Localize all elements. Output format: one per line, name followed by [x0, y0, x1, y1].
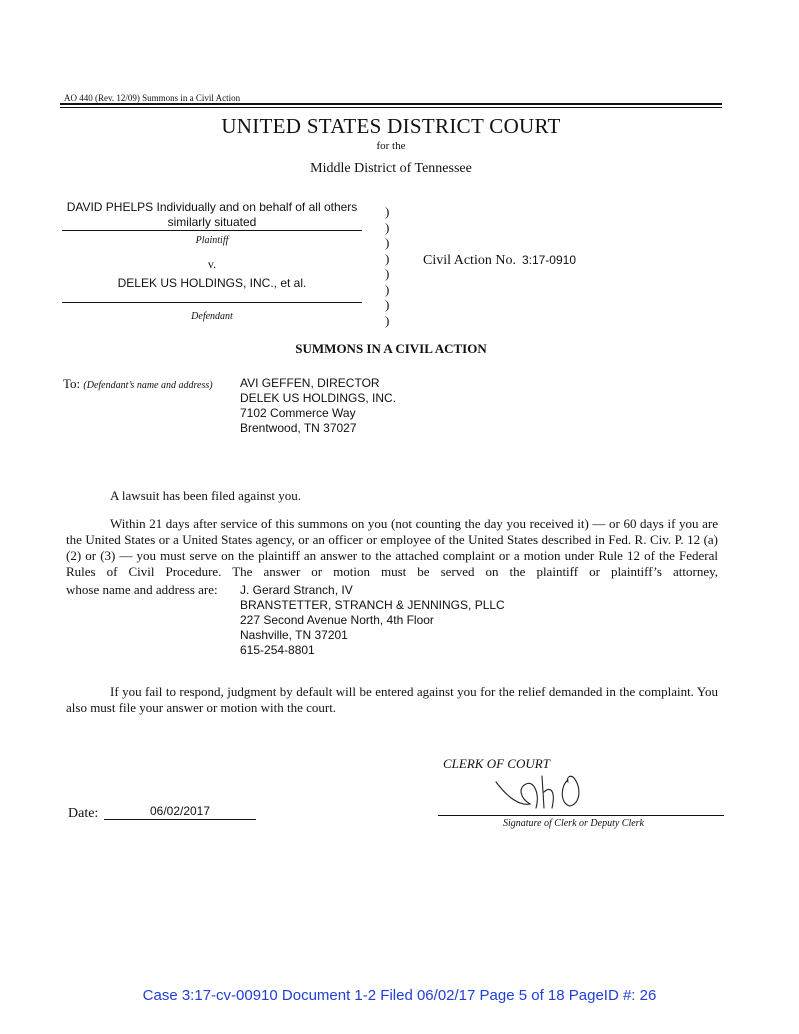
date-value: 06/02/2017: [149, 804, 211, 818]
address-line: 7102 Commerce Way: [240, 406, 356, 420]
signature-rule: [438, 815, 724, 816]
defendant-address: [240, 376, 396, 436]
attorney-address: [240, 583, 505, 658]
district-name: Middle District of Tennessee: [310, 161, 472, 176]
clerk-of-court-title: CLERK OF COURT: [443, 756, 550, 771]
attorney-line: J. Gerard Stranch, IV: [240, 583, 353, 597]
to-hint: (Defendant’s name and address): [83, 380, 213, 391]
defendant-label: Defendant: [191, 311, 233, 322]
paragraph-response-deadline: Within 21 days after service of this summons on you (not counting the day you received it) — or 60 days if you are the United States or a United States agency, or an officer or employee of the United States described in Fed. R. Civ. P. 12 (a)(2) or (3) — you must serve on the plaintiff an answer to the attached complaint or a motion under Rule 12 of the Federal Rules of Civil Procedure. The answer or motion must be served on the plaintiff or plaintiff’s attorney,: [66, 516, 718, 579]
date-rule: [104, 819, 256, 820]
header-rule-thick: [60, 103, 722, 105]
address-line: Brentwood, TN 37027: [240, 421, 357, 435]
signature-caption: Signature of Clerk or Deputy Clerk: [503, 818, 644, 829]
document-heading: SUMMONS IN A CIVIL ACTION: [295, 341, 487, 356]
plaintiff-name: DAVID PHELPS Individually and on behalf of all others similarly situated: [66, 200, 358, 229]
plaintiff-label: Plaintiff: [195, 235, 229, 246]
clerk-signature-icon: [490, 768, 600, 816]
attorney-intro: whose name and address are:: [66, 582, 218, 597]
form-identifier: AO 440 (Rev. 12/09) Summons in a Civil Action: [64, 93, 241, 103]
civil-action-number: 3:17-0910: [521, 253, 576, 267]
attorney-line: 227 Second Avenue North, 4th Floor: [240, 613, 434, 627]
attorney-line: 615-254-8801: [240, 643, 315, 657]
case-filing-stamp: Case 3:17-cv-00910 Document 1-2 Filed 06/02/17 Page 5 of 18 PageID #: 26: [142, 987, 657, 1004]
for-the-text: for the: [376, 140, 406, 152]
attorney-line: Nashville, TN 37201: [240, 628, 348, 642]
header-rule-thin: [60, 107, 722, 108]
caption-parentheses: ) ) ) ) ) ) ) ): [385, 204, 390, 328]
address-line: AVI GEFFEN, DIRECTOR: [240, 376, 380, 390]
address-line: DELEK US HOLDINGS, INC.: [240, 391, 397, 405]
paragraph-default-warning: If you fail to respond, judgment by default will be entered against you for the relief demanded in the complaint. You also must file your answer or motion with the court.: [66, 684, 718, 715]
to-label: To: (Defendant’s name and address): [63, 376, 213, 391]
defendant-rule: [62, 302, 362, 303]
defendant-name: DELEK US HOLDINGS, INC., et al.: [117, 276, 307, 290]
date-label: Date:: [68, 806, 99, 821]
civil-action-field: [423, 253, 576, 269]
attorney-line: BRANSTETTER, STRANCH & JENNINGS, PLLC: [240, 598, 505, 612]
versus-text: v.: [207, 257, 217, 271]
court-title: UNITED STATES DISTRICT COURT: [221, 114, 561, 138]
civil-action-label: Civil Action No.: [423, 253, 516, 268]
paragraph-lawsuit-filed: A lawsuit has been filed against you.: [110, 488, 301, 503]
plaintiff-rule: [62, 230, 362, 231]
